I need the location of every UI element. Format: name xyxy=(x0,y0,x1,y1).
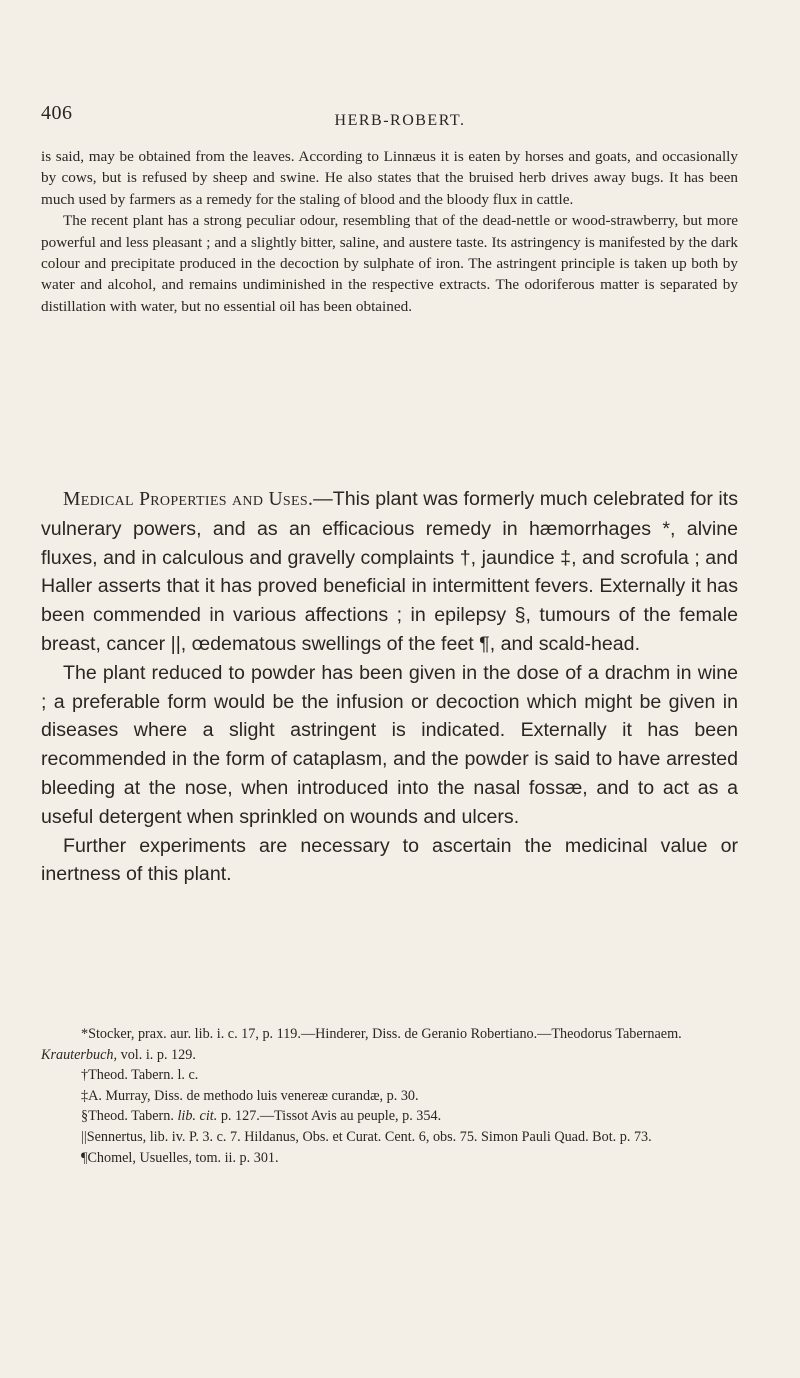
footnote: §Theod. Tabern. lib. cit. p. 127.—Tissot Avis au peuple, p. 354. xyxy=(41,1106,738,1127)
paragraph-odour: The recent plant has a strong peculiar odour, resembling that of the dead-nettle or wood-strawberry, but more powerful and less pleasant ; and a slightly bitter, saline, and austere taste. Its astringency is manifested by the dark colour and precipitate produced in the decoction by sulphate of iron. The astringent principle is taken up both by water and alcohol, and remains undiminished in the respective extracts. The odoriferous matter is separated by distillation with water, but no essential oil has been obtained. xyxy=(41,212,738,315)
section-heading: Medical Properties and Uses. xyxy=(63,489,314,510)
small-print-text xyxy=(41,146,738,317)
footnote: †Theod. Tabern. l. c. xyxy=(41,1065,738,1086)
medical-properties-text: —This plant was formerly much celebrated for its vulnerary powers, and as an efficacious remedy in hæmorrhages *, alvine fluxes, and in calculous and gravelly complaints †, jaundice ‡, and scrofula ; and Haller asserts that it has proved beneficial in intermittent fevers. Externally it has been commended in various affections ; in epilepsy §, tumours of the female breast, cancer ||, œdematous swellings of the feet ¶, and scald-head. xyxy=(41,488,739,655)
paragraph-further-experiments: Further experiments are necessary to ascertain the medicinal value or inertness of this plant. xyxy=(41,834,738,886)
footnotes xyxy=(41,1024,738,1168)
paragraph-medical-properties xyxy=(41,485,738,659)
footnote-mark: ‡ xyxy=(81,1087,89,1104)
footnote: ||Sennertus, lib. iv. P. 3. c. 7. Hildanus, Obs. et Curat. Cent. 6, obs. 75. Simon Pauli Quad. Bot. p. 73. xyxy=(41,1127,738,1148)
running-title: HERB-ROBERT. xyxy=(334,112,466,129)
page-number: 406 xyxy=(41,102,73,124)
footnote-mark: || xyxy=(81,1128,87,1145)
footnote: ‡A. Murray, Diss. de methodo luis venereæ curandæ, p. 30. xyxy=(41,1086,738,1107)
paragraph-dose: The plant reduced to powder has been given in the dose of a drachm in wine ; a preferable form would be the infusion or decoction which might be given in diseases where a slight astringent is indicated. Externally it has been recommended in the form of cataplasm, and the powder is said to have arrested bleeding at the nose, when introduced into the nasal fossæ, and to act as a useful detergent when sprinkled on wounds and ulcers. xyxy=(41,661,738,828)
footnote-mark: ¶ xyxy=(81,1149,88,1166)
footnote-mark: † xyxy=(81,1067,89,1084)
large-print-text xyxy=(41,485,738,889)
paragraph-linnaeus: is said, may be obtained from the leaves. According to Linnæus it is eaten by horses and goats, and occasionally by cows, but is refused by sheep and swine. He also states that the bruised herb drives away bugs. It has been much used by farmers as a remedy for the staling of blood and the bloody flux in cattle. xyxy=(41,148,738,208)
footnote-mark: § xyxy=(81,1108,89,1125)
footnote: *Stocker, prax. aur. lib. i. c. 17, p. 119.—Hinderer, Diss. de Geranio Robertiano.—Theodorus Tabernaem. Krauterbuch, vol. i. p. 129. xyxy=(41,1026,682,1063)
footnote: ¶Chomel, Usuelles, tom. ii. p. 301. xyxy=(41,1148,738,1169)
footnote-mark: * xyxy=(81,1026,89,1042)
